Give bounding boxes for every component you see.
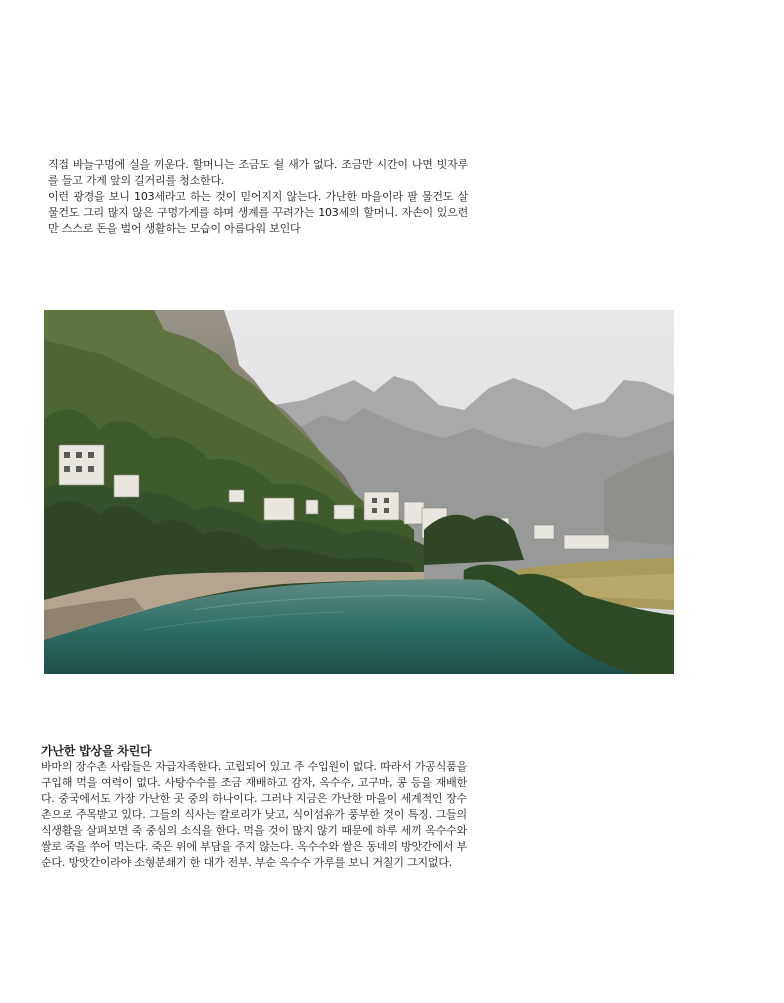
intro-text-block (48, 157, 468, 237)
section-text-block (41, 743, 467, 871)
section-heading: 가난한 밥상을 차린다 (41, 744, 152, 758)
landscape-photo (44, 310, 674, 674)
section-body: 바마의 장수촌 사람들은 자급자족한다. 고립되어 있고 주 수입원이 없다. 따라서 가공식품을 구입해 먹을 여력이 없다. 사탕수수를 조금 재배하고 감자, 옥수수, 고구마, 콩 등을 재배한다. 중국에서도 가장 가난한 곳 중의 하나이다. 그러나 지금은 가난한 마을이 세계적인 장수촌으로 주목받고 있다. 그들의 식사는 칼로리가 낮고, 식이섬유가 풍부한 것이 특징. 그들의 식생활을 살펴보면 죽 중심의 소식을 한다. 먹을 것이 많지 않기 때문에 하루 세끼 옥수수와 쌀로 죽을 쑤어 먹는다. 죽은 위에 부담을 주지 않는다. 옥수수와 쌀은 동네의 방앗간에서 부순다. 방앗간이라야 소형분쇄기 한 대가 전부. 부순 옥수수 가루를 보니 거칠기 그지없다. (41, 760, 467, 869)
intro-paragraph-2: 이런 광경을 보니 103세라고 하는 것이 믿어지지 않는다. 가난한 마을이라 팔 물건도 살 물건도 그리 많지 않은 구멍가게를 하며 생계를 꾸려가는 103세의 할머니. 자손이 있으련만 스스로 돈을 벌어 생활하는 모습이 아름다워 보인다 (48, 190, 468, 235)
intro-paragraph-1: 직접 바늘구멍에 실을 끼운다. 할머니는 조금도 쉴 새가 없다. 조금만 시간이 나면 빗자루를 들고 가게 앞의 길거리를 청소한다. (48, 158, 468, 187)
